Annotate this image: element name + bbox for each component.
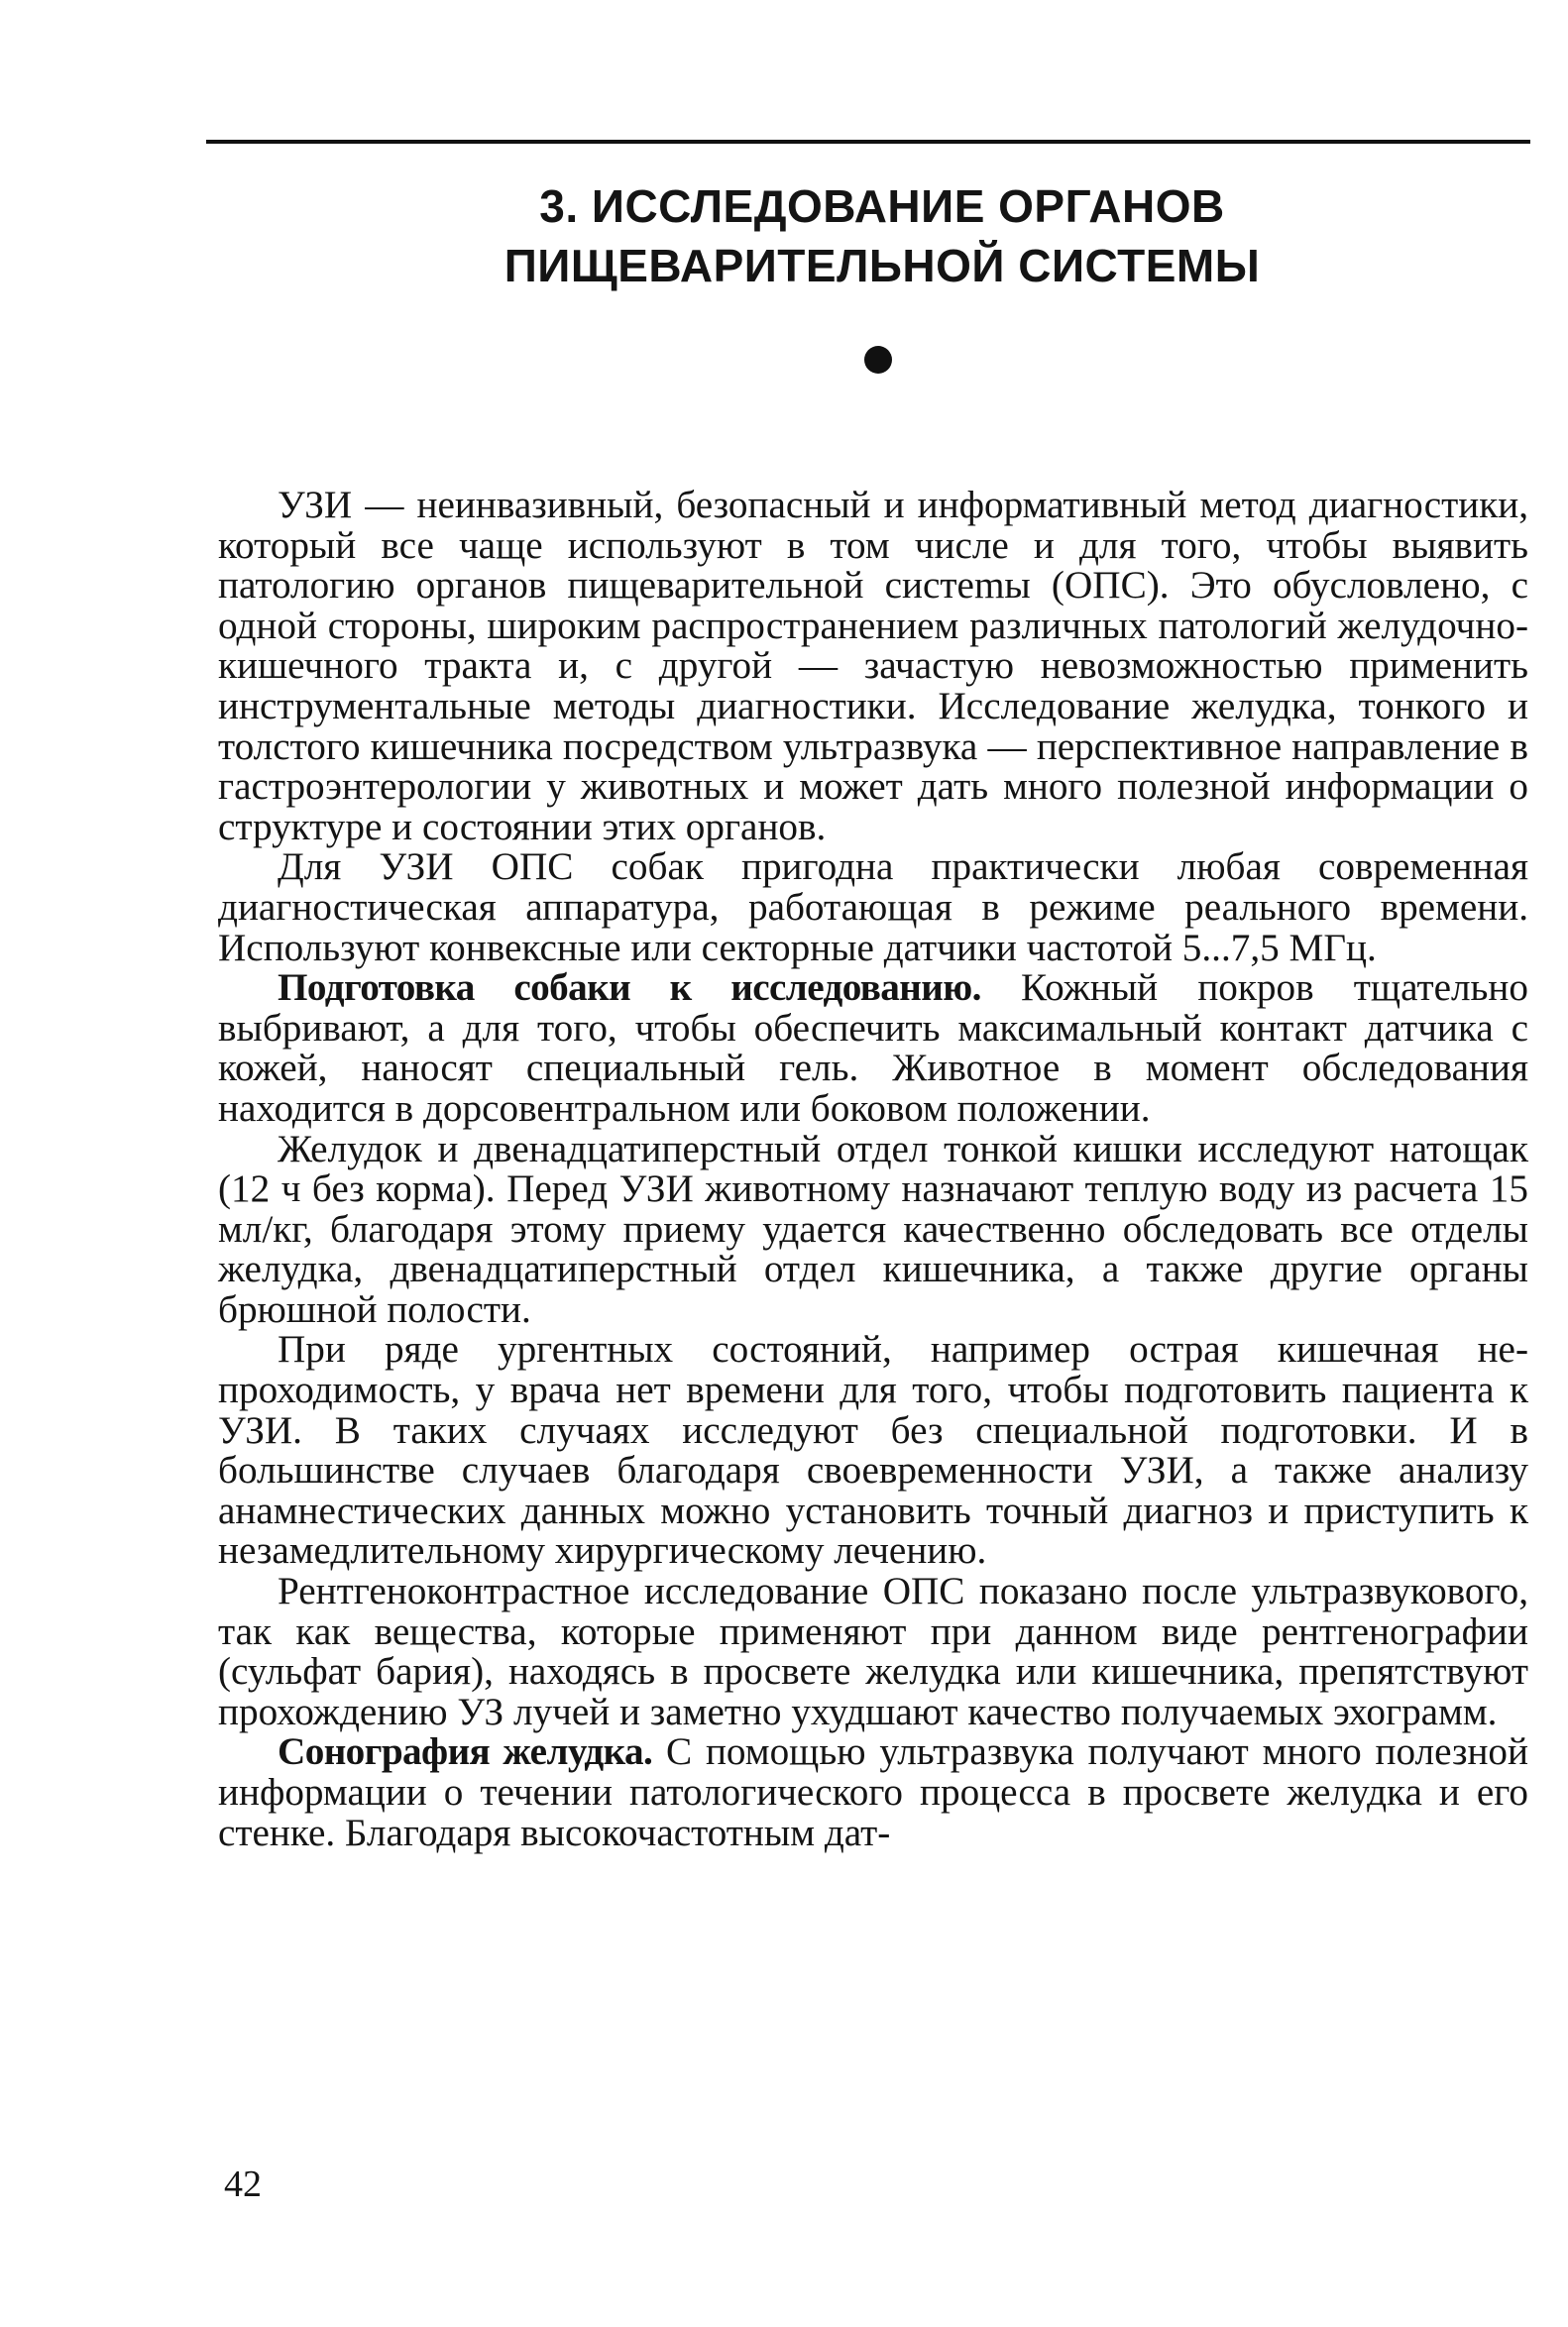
- paragraph: [218, 486, 1528, 847]
- paragraph-text: Желудок и двенадцатиперстный отдел тонкой кишки исследуют натощак (12 ч без корма). Перед УЗИ животному назначают теплую воду из расчета 15 мл/кг, благодаря этому приему удается качественно обследовать все отделы желудка, двенадцатиперстный отдел кишечника, а также другие органы брюшной полости.: [218, 1127, 1528, 1331]
- paragraph: [218, 1572, 1528, 1732]
- paragraph-lead: Сонография желудка.: [278, 1730, 653, 1774]
- paragraph-text: Кожный покров тщательно выбривают, а для того, чтобы обеспечить максимальный контакт датчика с кожей, наносят специальный гель. Животное в момент обследования находится в дорсовентральном или боковом положении.: [218, 966, 1528, 1130]
- paragraph-lead: Подготовка собаки к исследованию.: [278, 966, 981, 1010]
- paragraph: [218, 1127, 1528, 1331]
- paragraph: [218, 968, 1528, 1129]
- paragraph-text: Для УЗИ ОПС собак пригодна практически любая современная диагностическая аппаратура, работающая в режиме реального времени. Используют конвексные или секторные датчики частотой 5...7,5 МГц.: [218, 845, 1528, 969]
- chapter-title-line-1: 3. ИССЛЕДОВАНИЕ ОРГАНОВ: [539, 180, 1225, 232]
- paragraph-text: УЗИ — неинвазивный, безопасный и информативный метод диагностики, который все чаще используют в том числе и для того, чтобы выявить патологию органов пищеварительной систеmы (ОПС). Это обусловлено, с одной стороны, широким распространением различных патологий желудочно-кишечного тракта и, с другой — зачастую невозможностью применить инструментальные методы диагностики. Исследование желудка, тонкого и толстого кишечника посредством ультразвука — перспективное направление в гастроэнтерологии у животных и может дать много полезной информации о структуре и состоянии этих органов.: [218, 484, 1528, 848]
- page-number: 42: [224, 2163, 262, 2205]
- paragraph-text: Рентгеноконтрастное исследование ОПС показано после ультразвукового, так как вещества, которые применяют при данном виде рентгенографии (сульфат бария), находясь в просвете желудка или кишечника, препятствуют прохождению УЗ лучей и заметно ухудшают качество получаемых эхограмм.: [218, 1570, 1528, 1733]
- paragraph: [218, 1732, 1528, 1853]
- bullet-ornament: [864, 346, 892, 374]
- body-text: [218, 486, 1528, 1853]
- paragraph-text: При ряде ургентных состояний, например острая кишечная непроходимость, у врача нет времени для того, чтобы подготовить пациента к УЗИ. В таких случаях исследуют без специальной подготовки. И в большинстве случаев благодаря своевременности УЗИ, а также анализу анамнестических данных можно установить точный диагноз и приступить к незамедлительному хирургическому лечению.: [218, 1328, 1528, 1573]
- paragraph: [218, 1330, 1528, 1572]
- paragraph-text: С помощью ультразвука получают много полезной информации о течении патологического процесса в просвете желудка и его стенке. Благодаря высокочастотным дат-: [218, 1730, 1529, 1854]
- top-rule: [206, 140, 1530, 144]
- chapter-title-line-2: ПИЩЕВАРИТЕЛЬНОЙ СИСТЕМЫ: [504, 240, 1261, 291]
- chapter-title: [297, 176, 1467, 295]
- paragraph: [218, 847, 1528, 968]
